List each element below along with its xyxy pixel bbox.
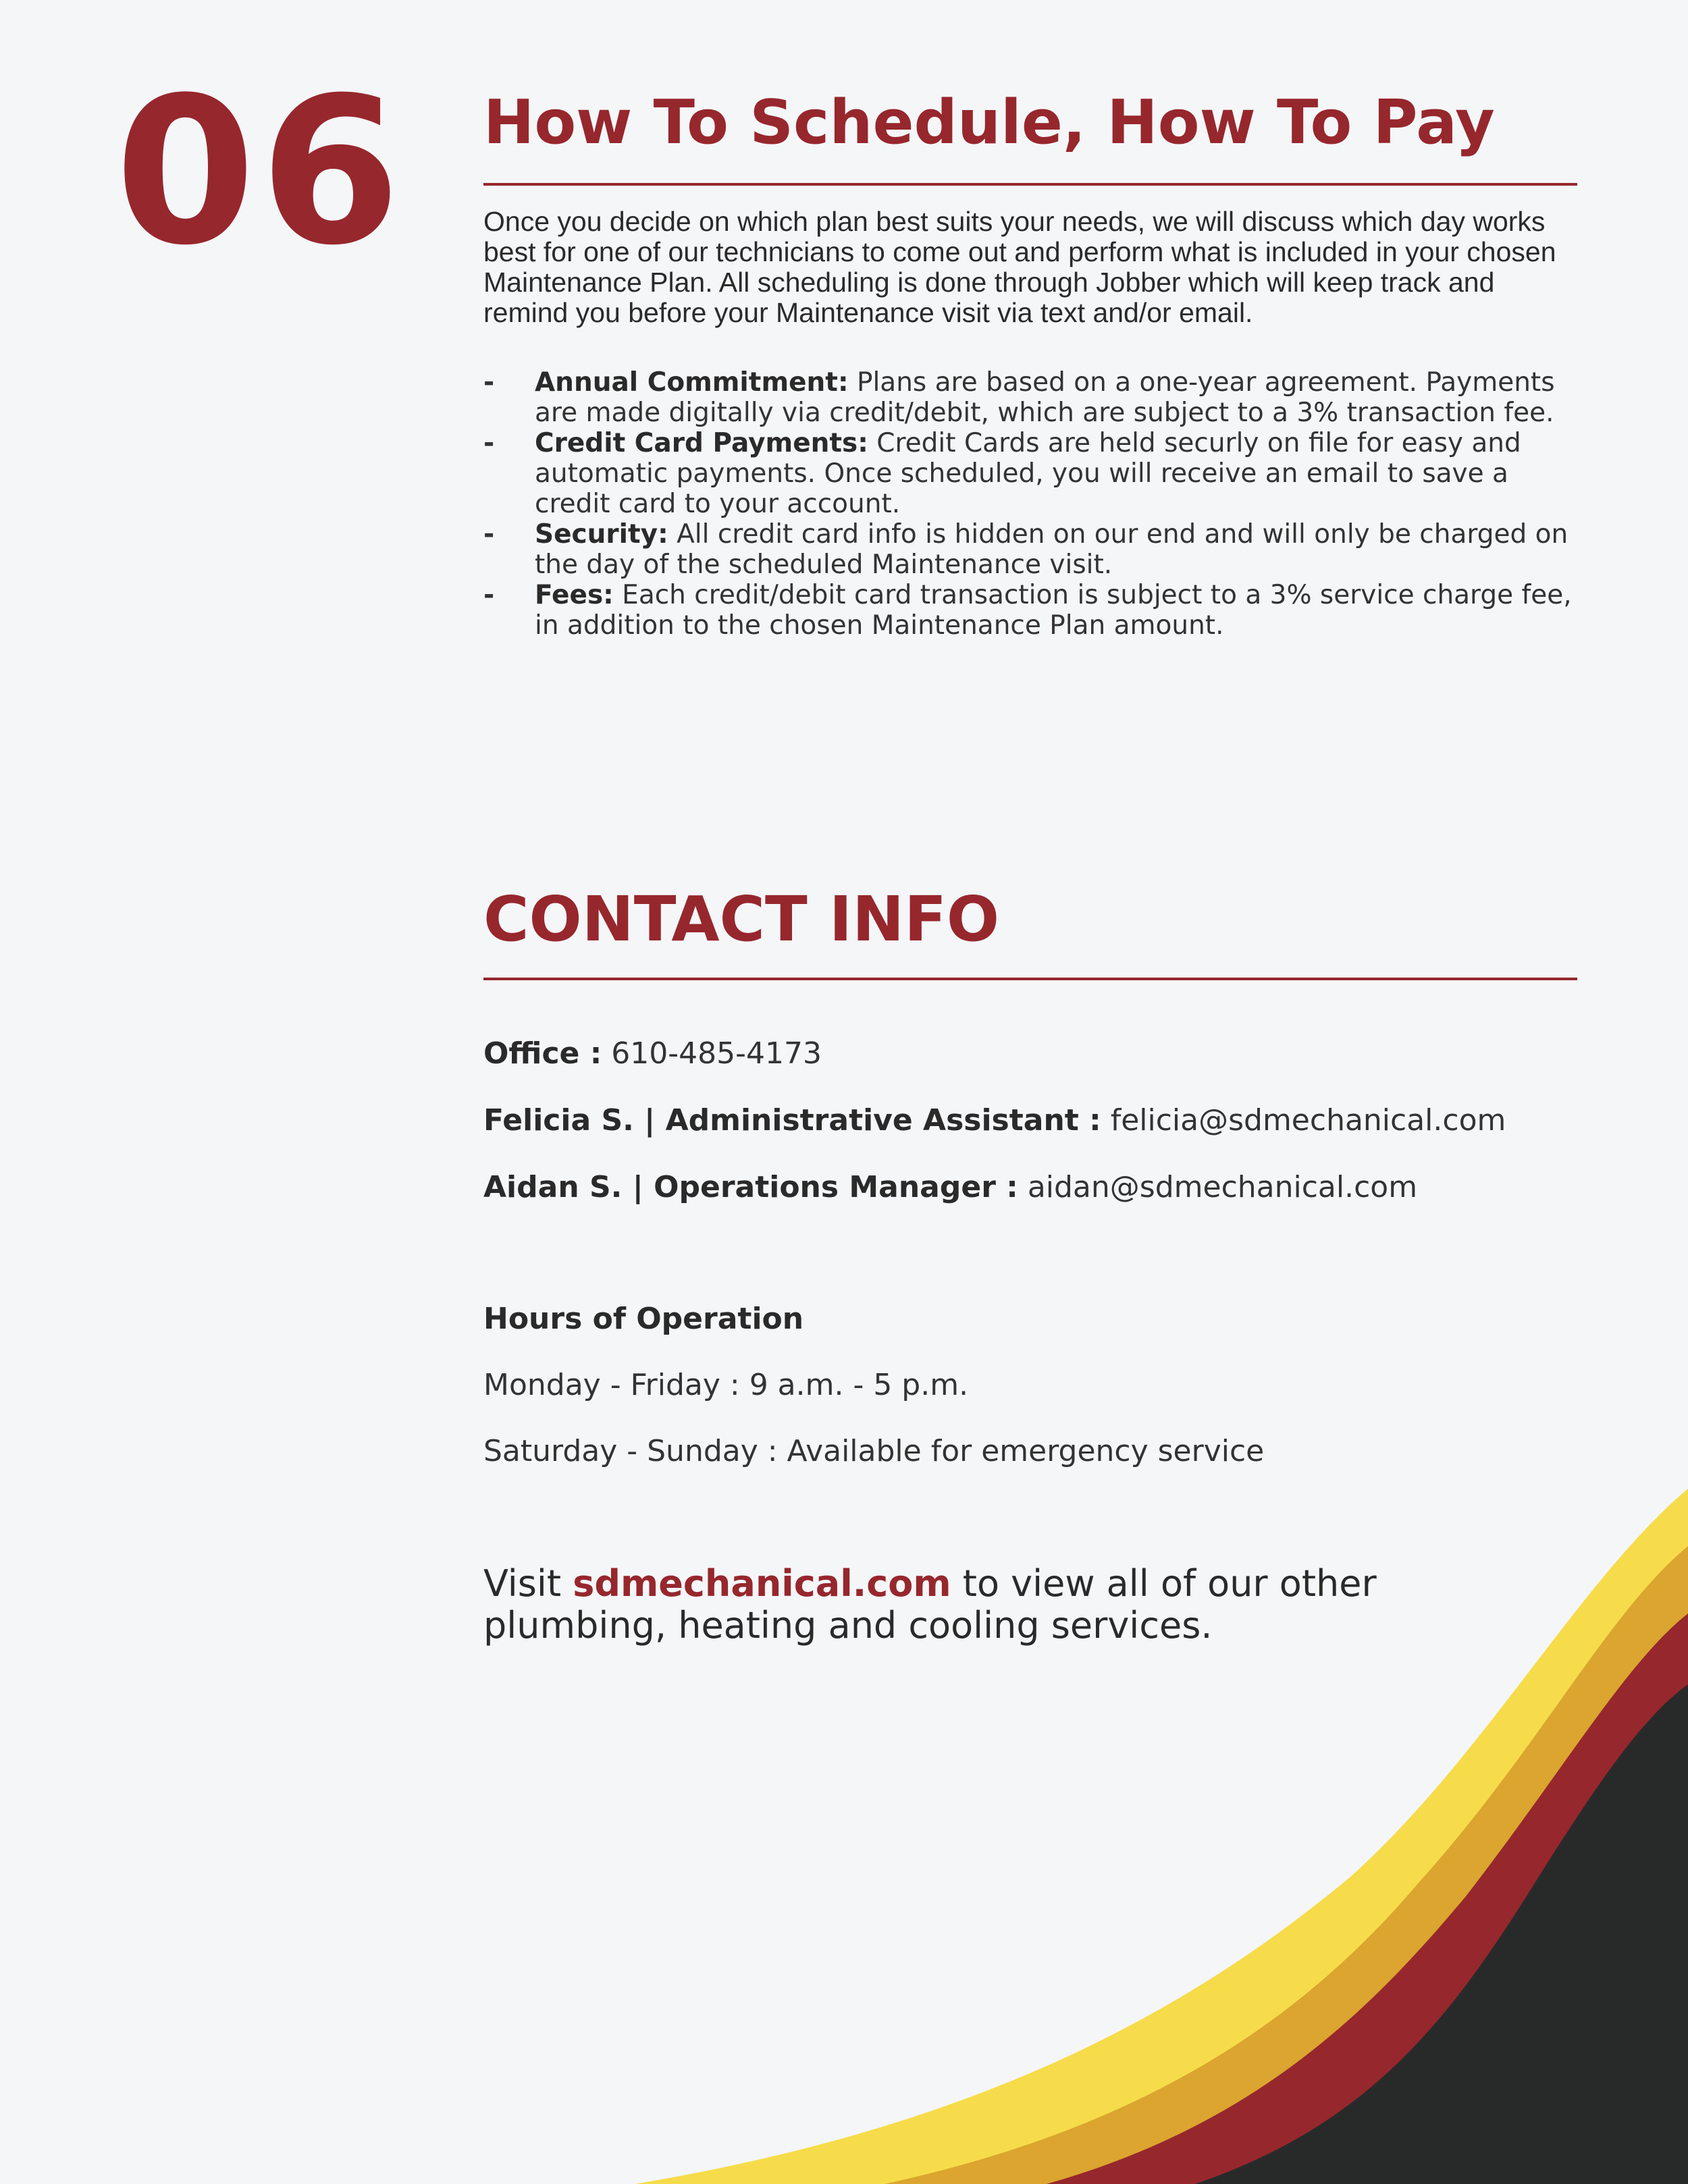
bullet-dash: - xyxy=(483,519,495,550)
payment-bullet-list xyxy=(483,367,1577,641)
bullet-dash: - xyxy=(483,428,495,458)
bullet-label: Fees: xyxy=(535,580,614,610)
aidan-email-link[interactable]: aidan@sdmechanical.com xyxy=(1018,1170,1418,1204)
felicia-contact xyxy=(483,1103,1506,1138)
bullet-label: Credit Card Payments: xyxy=(535,428,868,458)
bullet-label: Annual Commitment: xyxy=(535,367,849,398)
visit-prefix: Visit xyxy=(483,1562,573,1605)
aidan-contact xyxy=(483,1170,1417,1204)
visit-website-text xyxy=(483,1563,1496,1647)
contact-title-rule xyxy=(483,978,1577,980)
bullet-fees xyxy=(483,580,1577,641)
hours-title xyxy=(483,1302,803,1336)
office-phone xyxy=(483,1036,822,1071)
contact-section xyxy=(483,885,1577,953)
schedule-section xyxy=(483,89,1577,156)
bullet-text: Credit Cards are held securly on file for easy and automatic payments. Once scheduled, you will receive an email to save a credit card to your account. xyxy=(535,428,1521,519)
bullet-credit-card-payments xyxy=(483,428,1577,519)
felicia-email-link[interactable]: felicia@sdmechanical.com xyxy=(1101,1103,1506,1138)
hours-weekend: Saturday - Sunday : Available for emergency service xyxy=(483,1434,1265,1468)
bullet-text: Plans are based on a one-year agreement. Payments are made digitally via credit/debit, which are subject to a 3% transaction fee. xyxy=(535,367,1555,428)
schedule-intro: Once you decide on which plan best suits your needs, we will discuss which day works best for one of our technicians to come out and perform what is included in your chosen Maintenance Plan. All scheduling is done through Jobber which will keep track and remind you before your Maintenance visit via text and/or email. xyxy=(483,206,1556,328)
office-phone-value[interactable]: 610-485-4173 xyxy=(602,1036,822,1071)
bullet-security xyxy=(483,519,1577,580)
bullet-dash: - xyxy=(483,580,495,610)
felicia-label: Felicia S. | Administrative Assistant : xyxy=(483,1103,1101,1138)
aidan-label: Aidan S. | Operations Manager : xyxy=(483,1170,1018,1204)
bullet-text: All credit card info is hidden on our end and will only be charged on the day of the scheduled Maintenance visit. xyxy=(535,519,1568,580)
bullet-annual-commitment xyxy=(483,367,1577,428)
website-link[interactable]: sdmechanical.com xyxy=(573,1562,951,1605)
bullet-dash: - xyxy=(483,367,495,398)
bullet-label: Security: xyxy=(535,519,668,550)
hours-title-text: Hours of Operation xyxy=(483,1302,804,1336)
contact-title: CONTACT INFO xyxy=(483,883,1000,955)
schedule-title-rule xyxy=(483,183,1577,186)
bullet-text: Each credit/debit card transaction is subject to a 3% service charge fee, in addition to the chosen Maintenance Plan amount. xyxy=(535,580,1572,641)
hours-weekday: Monday - Friday : 9 a.m. - 5 p.m. xyxy=(483,1368,969,1402)
section-number: 06 xyxy=(115,54,405,290)
schedule-title: How To Schedule, How To Pay xyxy=(483,87,1495,158)
visit-suffix: to view all of our other plumbing, heating and cooling services. xyxy=(483,1562,1377,1647)
office-label: Office : xyxy=(483,1036,602,1071)
